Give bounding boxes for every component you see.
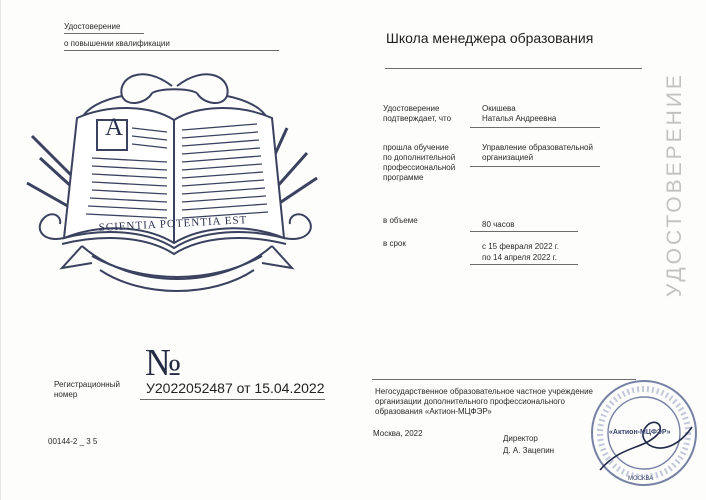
volume-label: в объеме [383, 216, 418, 225]
program-2: организацией [482, 153, 534, 162]
period-label: в срок [383, 239, 406, 248]
emblem-letter: A [104, 114, 124, 141]
org-line-2: организации дополнительного профессионального [375, 397, 565, 406]
program-1: Управление образовательной [482, 143, 593, 152]
form-code: 00144-2 _ 3 5 [48, 437, 98, 446]
director-name: Д. А. Зацепин [503, 446, 555, 455]
school-rule [385, 68, 642, 69]
city-year: Москва, 2022 [373, 429, 423, 438]
org-line-3: образования «Актион-МЦФЭР» [375, 407, 492, 416]
reg-value: У2022052487 от 15.04.2022 [146, 380, 325, 396]
vertical-title: УДОСТОВЕРЕНИЕ [663, 72, 686, 297]
training-label-1: прошла обучение [383, 143, 449, 152]
reg-label-2: номер [54, 390, 78, 399]
director-label: Директор [503, 434, 538, 443]
heading-line1: Удостоверение [64, 22, 121, 31]
heading-rule-2 [64, 50, 279, 51]
training-label-2: по дополнительной [383, 153, 456, 162]
number-sign: № [145, 342, 182, 384]
person-rule [470, 127, 600, 128]
reg-rule [140, 399, 325, 400]
book-emblem [22, 58, 332, 298]
emblem-motto: SCIENTIA POTENTIA EST [98, 214, 248, 234]
period-rule [470, 264, 578, 265]
stamp-center: «Актион-МЦФЭР» [609, 429, 671, 436]
volume-value: 80 часов [482, 220, 515, 229]
reg-label-1: Регистрационный [54, 380, 120, 389]
volume-rule [470, 231, 578, 232]
confirms-label-2: подтверждает, что [383, 114, 452, 123]
school-name: Школа менеджера образования [386, 30, 594, 46]
stamp-city: МОСКВА [628, 476, 654, 482]
heading-rule-1 [64, 33, 144, 34]
heading-line2: о повышении квалификации [64, 39, 170, 48]
confirms-label-1: Удостоверение [383, 104, 440, 113]
person-name: Наталья Андреевна [482, 114, 557, 123]
program-rule [470, 166, 600, 167]
period-1: с 15 февраля 2022 г. [482, 242, 559, 251]
org-line-1: Негосударственное образовательное частное учреждение [375, 387, 593, 396]
person-surname: Окишева [482, 104, 516, 113]
period-2: по 14 апреля 2022 г. [482, 253, 557, 262]
training-label-4: программе [383, 173, 424, 182]
training-label-3: профессиональной [383, 163, 456, 172]
